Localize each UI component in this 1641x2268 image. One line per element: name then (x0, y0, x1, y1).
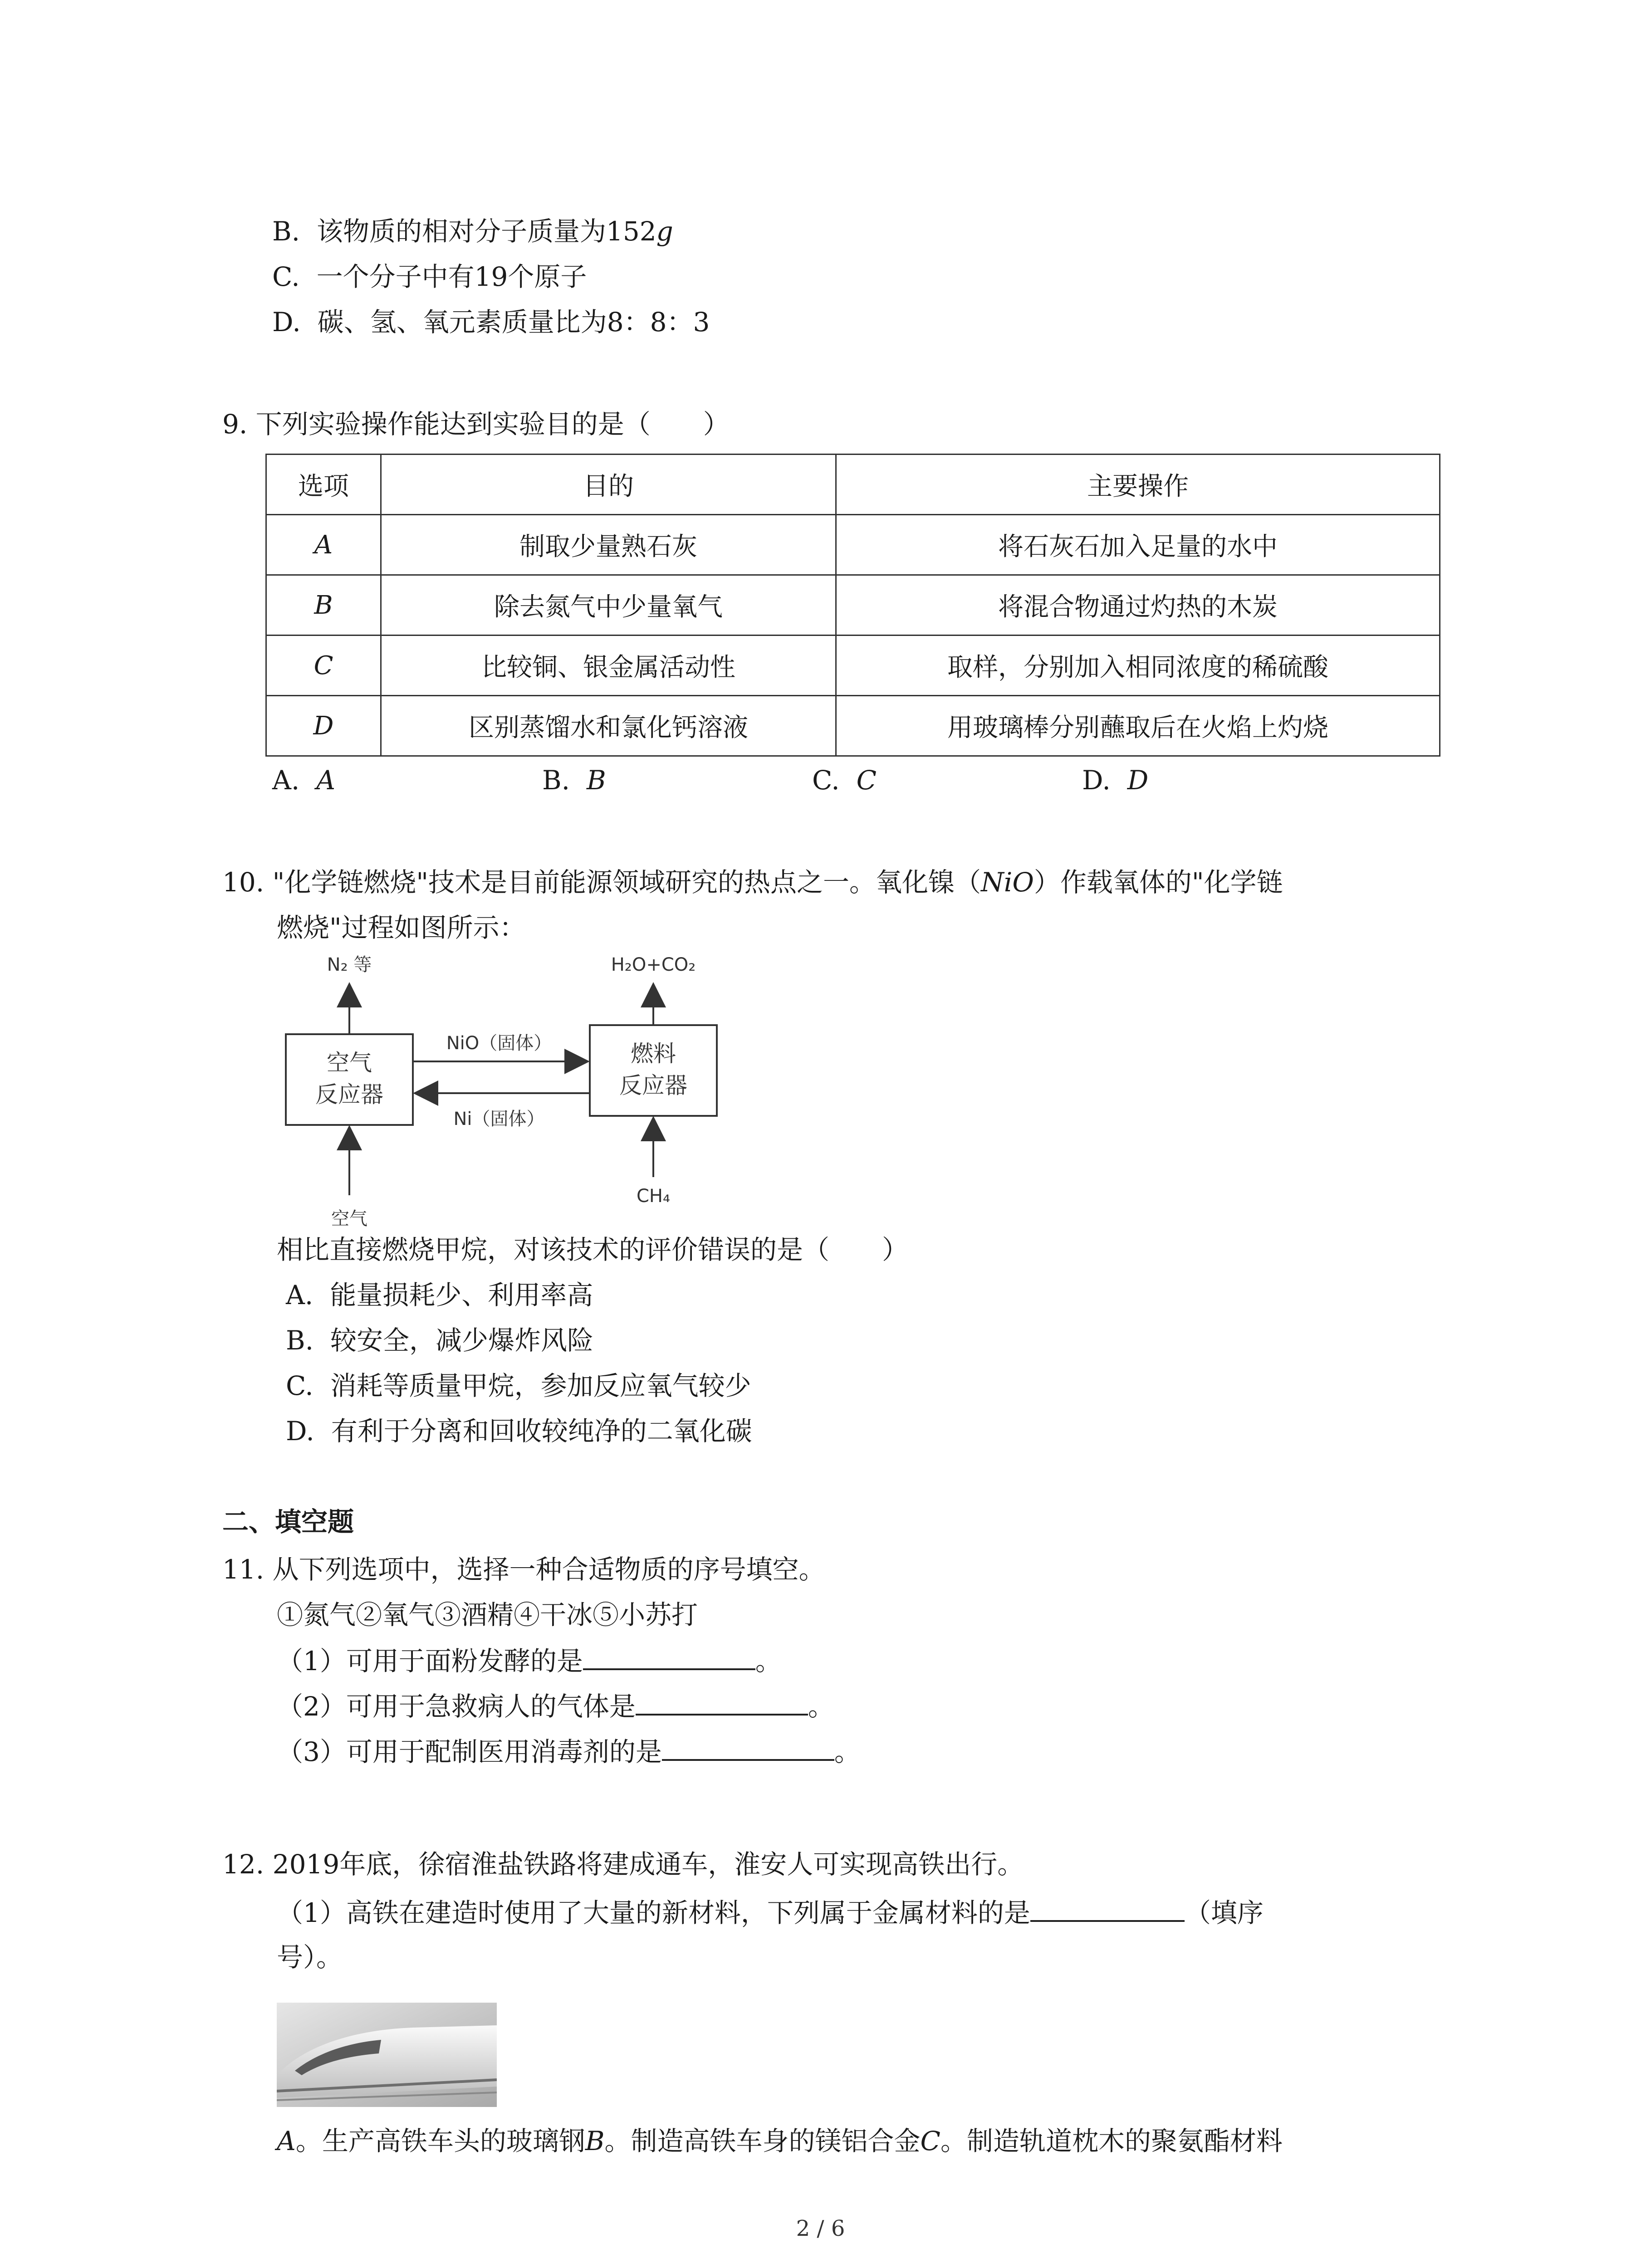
q10-stem (222, 864, 1283, 900)
table-cell: 取样，分别加入相同浓度的稀硫酸 (836, 635, 1440, 696)
input-label-right: CH₄ (636, 1186, 671, 1207)
table-cell: 将混合物通过灼热的木炭 (836, 575, 1440, 635)
q9-option-c[interactable] (812, 762, 877, 798)
q9-table (265, 454, 1440, 757)
q12-stem: 12. 2019年底，徐宿淮盐铁路将建成通车，淮安人可实现高铁出行。 (222, 1849, 1024, 1880)
q8-option-c (272, 259, 587, 295)
option-text: 碳、氢、氧元素质量比为8：8：3 (317, 307, 710, 337)
q12-options-line (277, 2123, 1283, 2159)
option-label: D. (286, 1416, 314, 1447)
table-header: 主要操作 (836, 455, 1440, 515)
part-end: 。 (755, 1646, 782, 1677)
part-end: 。 (808, 1691, 834, 1722)
q10-option-a[interactable] (286, 1277, 593, 1313)
q11-part-2 (277, 1687, 834, 1725)
table-row (266, 515, 1440, 575)
output-label-right: H₂O+CO₂ (611, 954, 696, 975)
fuel-reactor-label-1: 燃料 (631, 1041, 676, 1067)
table-cell: D (266, 696, 381, 756)
q9-option-d[interactable] (1082, 762, 1148, 798)
option-label: A. (272, 765, 300, 796)
air-reactor-label-1: 空气 (327, 1050, 372, 1076)
stem-text: 10. "化学链燃烧"技术是目前能源领域研究的热点之一。氧化镍（ (222, 867, 981, 898)
table-cell: 将石灰石加入足量的水中 (836, 515, 1440, 575)
option-text: 一个分子中有19个原子 (316, 261, 587, 292)
option-label: A. (286, 1280, 314, 1310)
part-text: （填序 (1184, 1897, 1264, 1928)
option-label: D. (272, 307, 301, 337)
q9-option-b[interactable] (542, 762, 606, 798)
q8-option-d (272, 304, 710, 340)
choice-text: 。制造轨道枕木的聚氨酯材料 (940, 2126, 1283, 2156)
table-row (266, 575, 1440, 635)
part-end: 。 (834, 1736, 861, 1767)
q10-option-c[interactable] (286, 1368, 751, 1404)
chemical-looping-diagram (272, 946, 749, 1236)
choice-label: A (277, 2126, 296, 2156)
q11-stem: 11. 从下列选项中，选择一种合适物质的序号填空。 (222, 1554, 825, 1585)
part-text: （2）可用于急救病人的气体是 (277, 1691, 636, 1722)
option-label: C. (812, 765, 840, 796)
q9-option-a[interactable] (272, 762, 335, 798)
high-speed-train-image (277, 2003, 497, 2107)
table-header: 选项 (266, 455, 381, 515)
option-label: C. (286, 1370, 314, 1401)
option-text: 有利于分离和回收较纯净的二氧化碳 (331, 1416, 752, 1447)
input-label-left: 空气 (331, 1208, 367, 1229)
choice-text: 。生产高铁车头的玻璃钢 (295, 2126, 585, 2156)
q10-option-d[interactable] (286, 1413, 752, 1449)
option-value: B (586, 765, 606, 796)
table-cell: 用玻璃棒分别蘸取后在火焰上灼烧 (836, 696, 1440, 756)
option-value: A (316, 765, 336, 796)
table-header: 目的 (381, 455, 836, 515)
table-header-row (266, 455, 1440, 515)
option-unit: g (656, 216, 673, 247)
choice-label: C (920, 2126, 941, 2156)
air-reactor-label-2: 反应器 (315, 1081, 383, 1108)
option-label: C. (272, 261, 300, 292)
answer-blank[interactable] (662, 1733, 834, 1761)
q10-option-b[interactable] (286, 1322, 593, 1359)
answer-blank[interactable] (1030, 1894, 1185, 1922)
fuel-reactor-box (590, 1025, 717, 1116)
air-reactor-box (286, 1034, 413, 1125)
option-label: D. (1082, 765, 1111, 796)
table-cell: 除去氮气中少量氧气 (381, 575, 836, 635)
table-cell: C (266, 635, 381, 696)
table-row (266, 635, 1440, 696)
table-cell: 制取少量熟石灰 (381, 515, 836, 575)
table-cell: B (266, 575, 381, 635)
option-value: D (1127, 765, 1149, 796)
q11-part-3 (277, 1733, 861, 1770)
q10-question: 相比直接燃烧甲烷，对该技术的评价错误的是（ ） (277, 1234, 909, 1265)
part-text: （1）高铁在建造时使用了大量的新材料，下列属于金属材料的是 (277, 1897, 1030, 1928)
formula: NiO (981, 867, 1034, 898)
choice-label: B (585, 2126, 605, 2156)
q9-stem: 9. 下列实验操作能达到实验目的是（ ） (222, 409, 730, 440)
table-row (266, 696, 1440, 756)
table-cell: 区别蒸馏水和氯化钙溶液 (381, 696, 836, 756)
q11-choices: ①氮气②氧气③酒精④干冰⑤小苏打 (277, 1599, 698, 1630)
stem-text: ）作载氧体的"化学链 (1034, 867, 1283, 898)
option-label: B. (286, 1325, 314, 1356)
section-title: 二、填空题 (222, 1506, 354, 1537)
answer-blank[interactable] (636, 1687, 808, 1716)
q10-stem-line2: 燃烧"过程如图所示： (277, 912, 526, 943)
option-label: B. (272, 216, 300, 247)
arrow-bottom-label: Ni（固体） (453, 1109, 545, 1129)
page-number: 2 / 6 (796, 2216, 845, 2241)
q12-part-1 (277, 1894, 1264, 1931)
part-text: （3）可用于配制医用消毒剂的是 (277, 1736, 662, 1767)
answer-blank[interactable] (583, 1642, 755, 1670)
option-text: 能量损耗少、利用率高 (330, 1280, 593, 1310)
table-cell: 比较铜、银金属活动性 (381, 635, 836, 696)
choice-text: 。制造高铁车身的镁铝合金 (604, 2126, 921, 2156)
option-text: 较安全，减少爆炸风险 (330, 1325, 593, 1356)
option-value: C (856, 765, 877, 796)
table-cell: A (266, 515, 381, 575)
option-label: B. (542, 765, 570, 796)
part-text: （1）可用于面粉发酵的是 (277, 1646, 583, 1677)
q12-part-1-cont: 号）。 (277, 1942, 343, 1973)
option-text: 该物质的相对分子质量为152 (316, 216, 656, 247)
option-text: 消耗等质量甲烷，参加反应氧气较少 (330, 1370, 751, 1401)
output-label-left: N₂ 等 (327, 954, 372, 975)
q8-option-b (272, 213, 673, 249)
q11-part-1 (277, 1642, 782, 1679)
fuel-reactor-label-2: 反应器 (619, 1072, 687, 1099)
arrow-top-label: NiO（固体） (446, 1033, 552, 1054)
